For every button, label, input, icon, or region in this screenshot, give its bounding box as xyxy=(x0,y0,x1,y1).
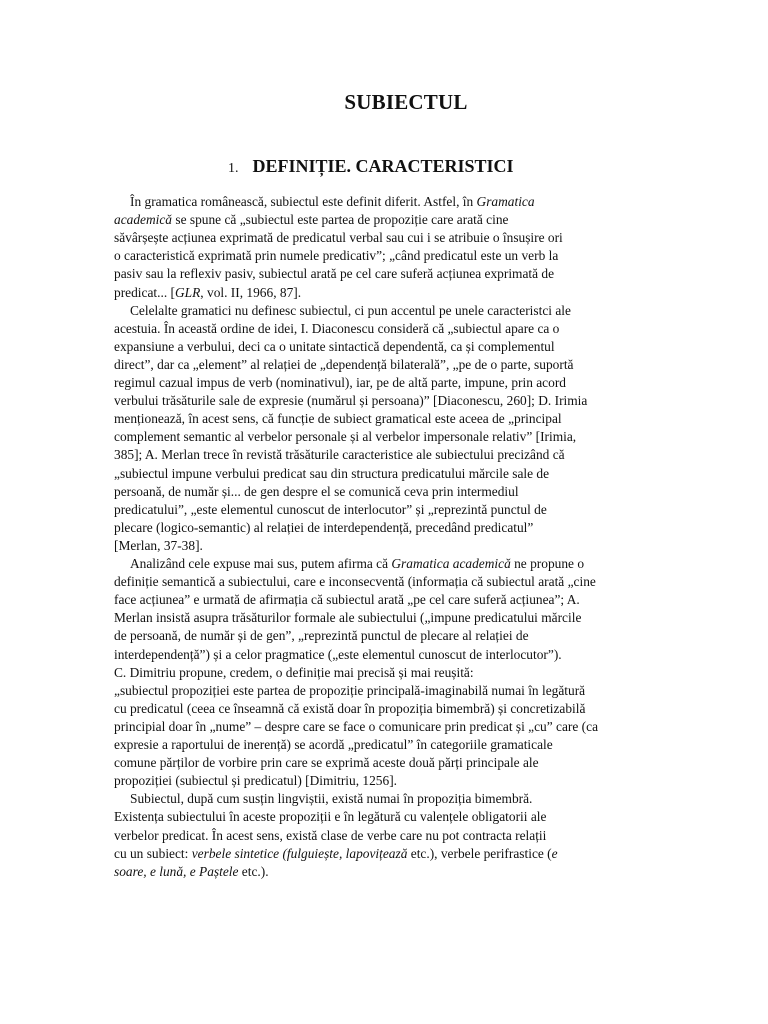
text-line: comune părților de vorbire prin care se exprimă aceste două părți principale ale xyxy=(114,755,539,771)
text-line: direct”, dar ca „element” al relației de „dependență bilaterală”, „pe de o parte, suportă xyxy=(114,356,574,372)
section-title: DEFINIȚIE. CARACTERISTICI xyxy=(252,156,514,176)
text-line: de persoană, de număr și de gen”, „reprezintă punctul de plecare al relației de xyxy=(114,628,529,644)
text-line: academică se spune că „subiectul este partea de propoziție care arată cine xyxy=(114,212,509,228)
text-line: soare, e lună, e Paștele etc.). xyxy=(114,863,269,879)
text-line: „subiectul propoziției este partea de propoziție principală-imaginabilă numai în legătură xyxy=(114,682,586,698)
text-line: În gramatica românească, subiectul este definit diferit. Astfel, în Gramatica xyxy=(130,194,535,209)
text-line: Celelalte gramatici nu definesc subiectul, ci pun accentul pe unele caracteristci ale xyxy=(130,302,571,318)
text-line: expansiune a verbului, deci ca o unitate sintactică dependentă, ca și complementul xyxy=(114,338,555,354)
text-line: Analizând cele expuse mai sus, putem afirma că Gramatica academică ne propune o xyxy=(130,556,585,571)
text-line: plecare (logico-semantic) al relației de interdependență, precedând predicatul” xyxy=(114,519,534,535)
text-line: acestuia. În această ordine de idei, I. Diaconescu consideră că „subiectul apare ca o xyxy=(114,320,560,336)
text-line: C. Dimitriu propune, credem, o definiție mai precisă și mai reușită: xyxy=(114,664,474,680)
text-line: verbului trăsăturile sale de expresie (numărul și persoana)” [Diaconescu, 260]; D. Irimia xyxy=(114,393,588,409)
text-line: propoziției (subiectul și predicatul) [Dimitriu, 1256]. xyxy=(114,773,397,789)
text-line: definiție semantică a subiectului, care e inconsecventă (informația că subiectul arată „cine xyxy=(114,574,596,590)
text-line: principial doar în „nume” – despre care se face o comunicare prin predicat și „cu” care (ca xyxy=(114,718,599,734)
text-line: predicatului”, „este elementul cunoscut de interlocutor” și „reprezintă punctul de xyxy=(114,501,547,517)
text-line: complement semantic al verbelor personale și al verbelor impersonale relativ” [Irimia, xyxy=(114,429,577,445)
text-line: expresie a raportului de inerență) se acordă „predicatul” în categoriile gramaticale xyxy=(114,737,553,752)
text-line: cu un subiect: verbele sintetice (fulguiește, lapovițează etc.), verbele perifrastice (e xyxy=(114,845,558,861)
section-number: 1. xyxy=(228,161,239,176)
text-line: Subiectul, după cum susțin lingviștii, există numai în propoziția bimembră. xyxy=(130,791,533,807)
text-line: persoană, de număr și... de gen despre el se comunică ceva prin intermediul xyxy=(114,483,519,499)
text-line: [Merlan, 37-38]. xyxy=(114,537,203,553)
text-line: predicat... [GLR, vol. II, 1966, 87]. xyxy=(114,284,302,300)
text-line: Merlan insistă asupra trăsăturilor formale ale subiectului („impune predicatului mărcile xyxy=(114,610,582,626)
text-line: menționează, în acest sens, că funcție de subiect gramatical este aceea de „principal xyxy=(114,411,562,427)
text-line: verbelor predicat. În acest sens, există clase de verbe care nu pot contracta relații xyxy=(114,827,547,843)
text-line: interdependență”) și a celor pragmatice („este elementul cunoscut de interlocutor”). xyxy=(114,646,562,662)
page-title: SUBIECTUL xyxy=(344,90,468,114)
text-line: „subiectul impune verbului predicat sau din structura predicatului mărcile sale de xyxy=(114,465,550,481)
text-line: pasiv sau la reflexiv pasiv, subiectul arată pe cel care suferă acțiunea exprimată de xyxy=(114,266,555,282)
text-line: o caracteristică exprimată prin numele predicativ”; „când predicatul este un verb la xyxy=(114,248,559,264)
text-line: săvârșește acțiunea exprimată de predicatul verbal sau cui i se atribuie o însușire ori xyxy=(114,230,563,246)
text-line: Existența subiectului în aceste propoziții e în legătură cu valențele obligatorii ale xyxy=(114,809,547,825)
text-line: regimul cazual impus de verb (nominativul), iar, pe de altă parte, impune, prin acord xyxy=(114,375,566,390)
text-line: cu predicatul (ceea ce înseamnă că există doar în propoziția bimembră) și concretizabilă xyxy=(114,700,586,716)
text-line: 385]; A. Merlan trece în revistă trăsăturile caracteristice ale subiectului precizând că xyxy=(114,447,565,463)
text-line: face acțiunea” e urmată de afirmația că subiectul arată „pe cel care suferă acțiunea”; A. xyxy=(114,592,580,608)
section-heading xyxy=(228,156,514,177)
